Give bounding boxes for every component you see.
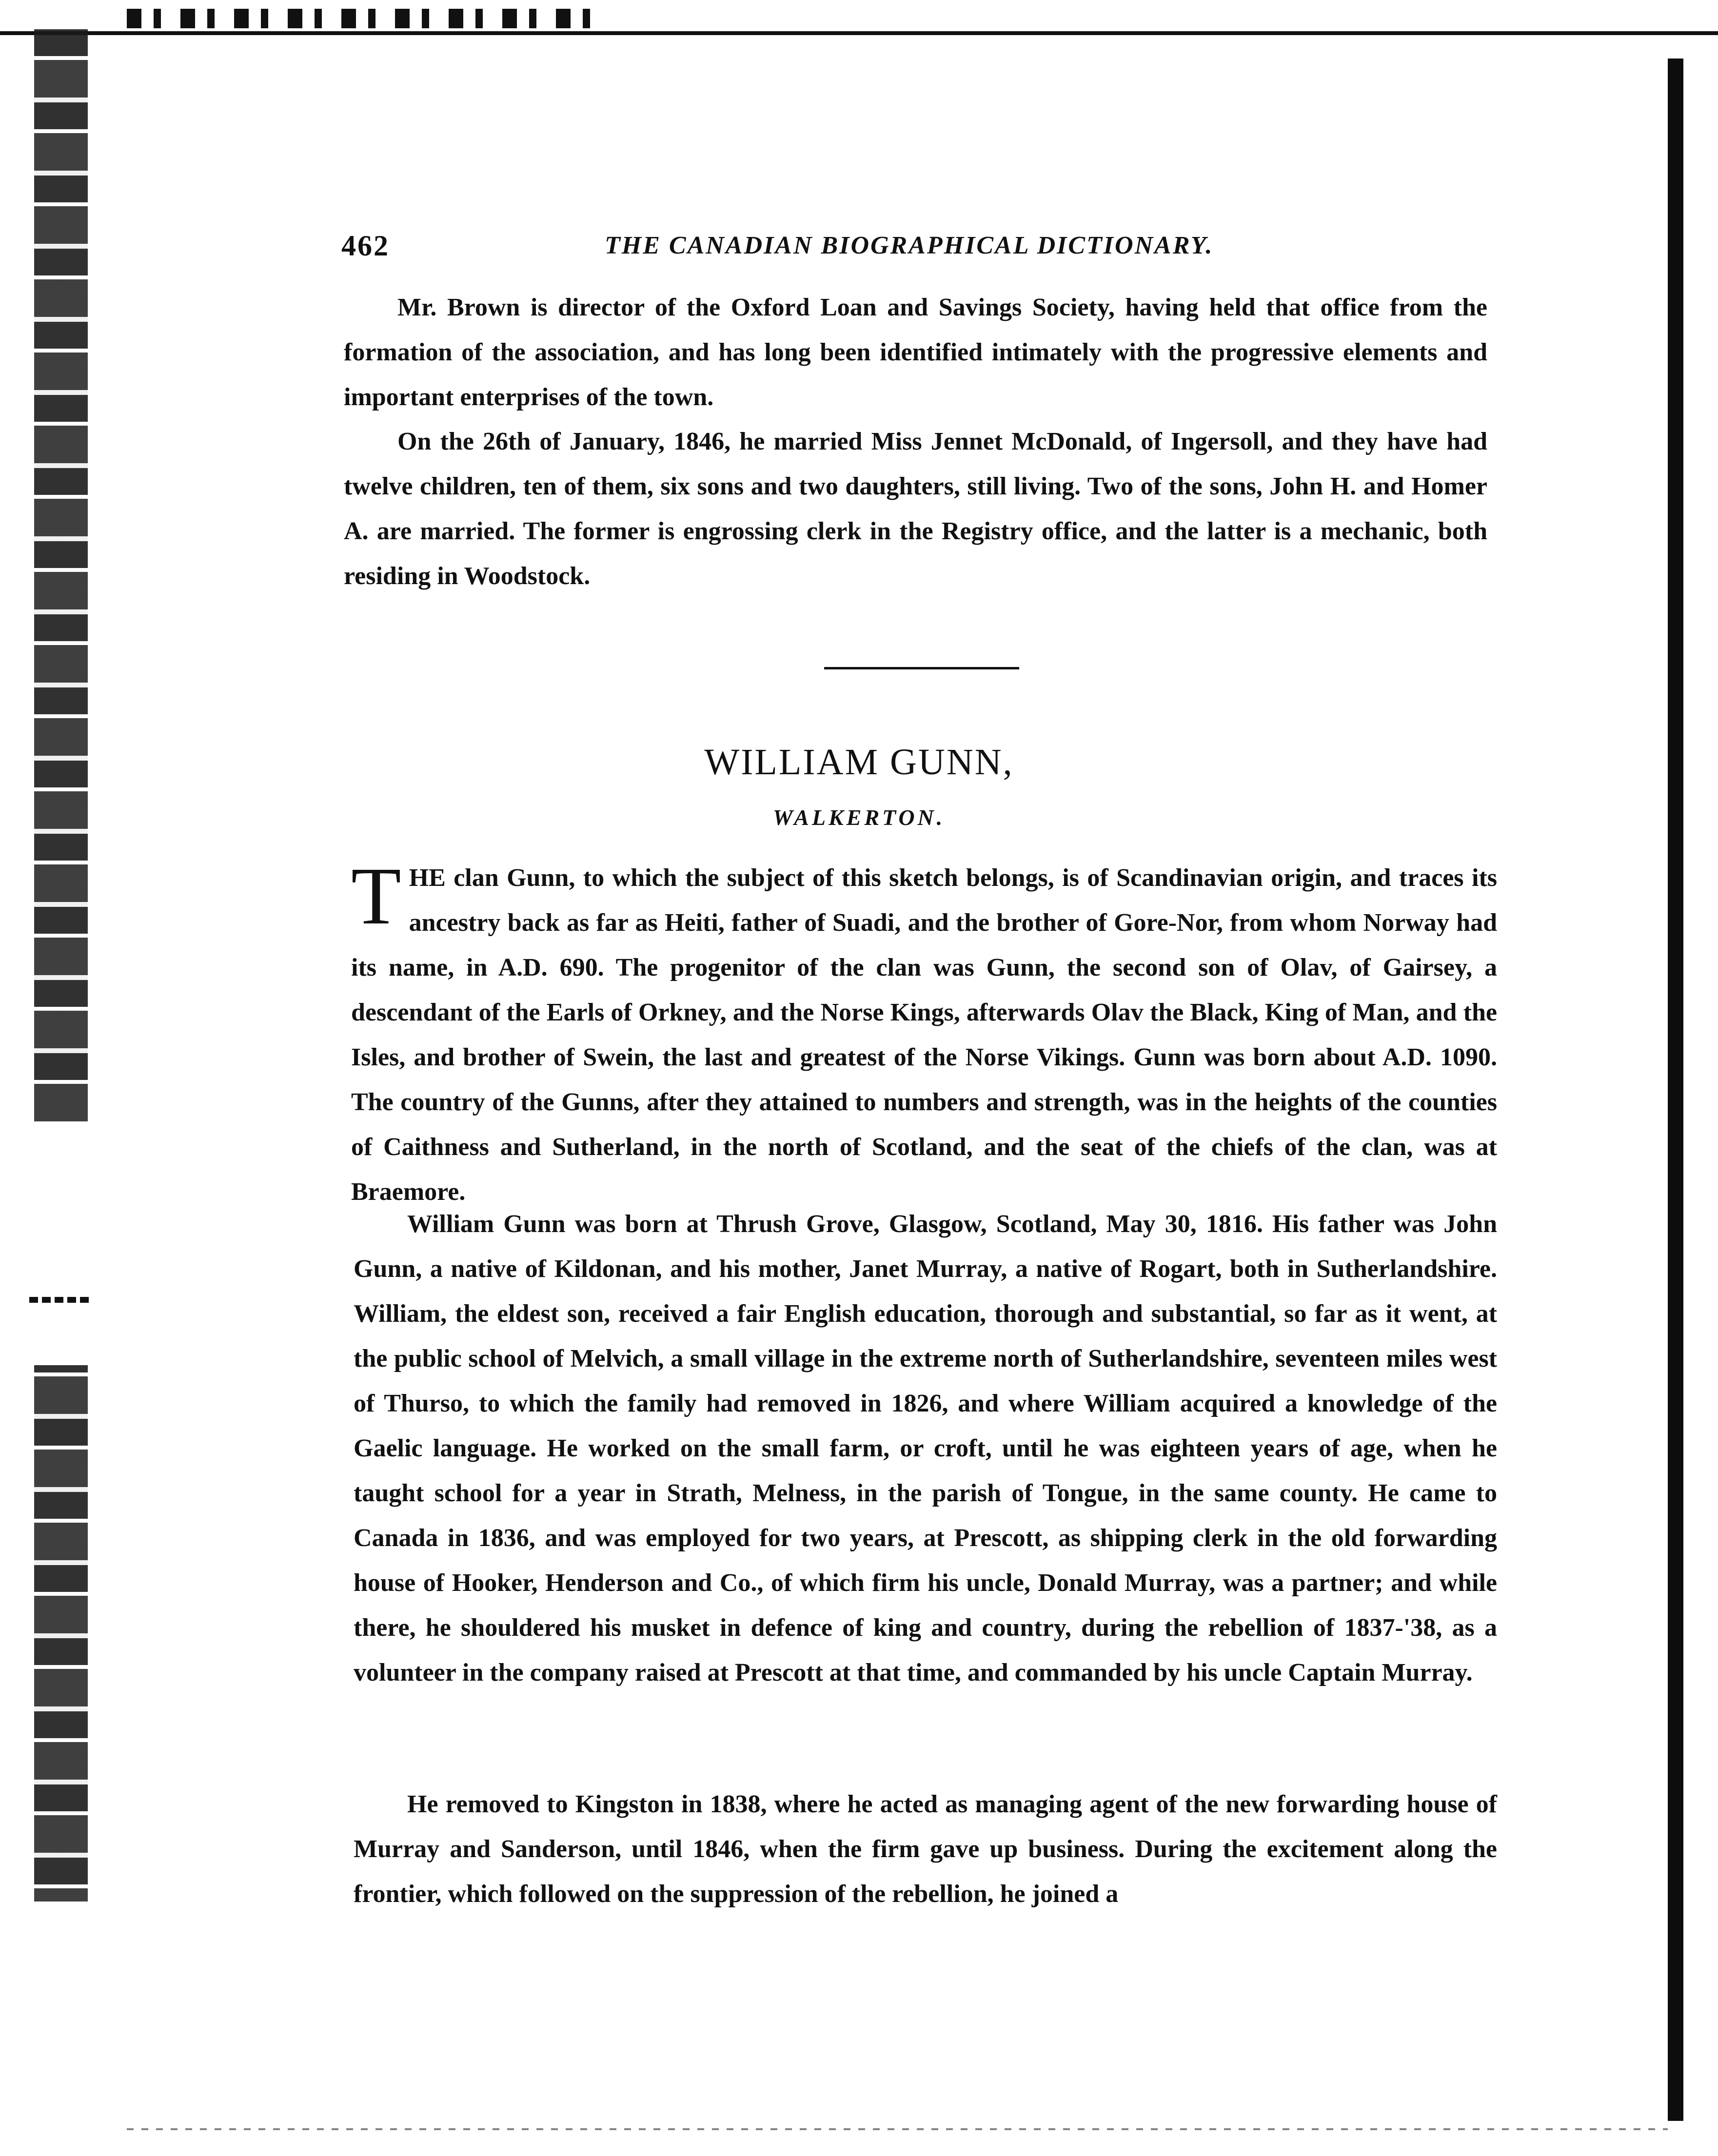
scan-right-edge-shadow — [1668, 59, 1683, 2121]
scan-top-border — [0, 31, 1718, 35]
scan-left-edge-dash — [29, 1297, 93, 1303]
article-paragraph-1 — [351, 851, 1497, 1215]
article-heading: WILLIAM GUNN, — [704, 742, 1014, 783]
intro-paragraph-1: Mr. Brown is director of the Oxford Loan and Savings Society, having held that office from the formation of the association, and has long been identified intimately with the progressive elements and important enterprises of the town. — [344, 294, 1487, 411]
scan-left-edge-shadow — [34, 29, 88, 2126]
running-title: THE CANADIAN BIOGRAPHICAL DICTIONARY. — [605, 232, 1214, 259]
scan-left-edge-gap — [29, 1121, 98, 1365]
article-paragraph-2: William Gunn was born at Thrush Grove, Glasgow, Scotland, May 30, 1816. His father was John Gunn, a native of Kildonan, and his mother, Janet Murray, a native of Rogart, both in Sutherlandshire. William, the eldest son, received a fair English education, thorough and substantial, so far as it went, at the public school of Melvich, a small village in the extreme north of Sutherlandshire, seventeen miles west of Thurso, to which the family had removed in 1826, and where William acquired a knowledge of the Gaelic language. He worked on the small farm, or croft, until he was eighteen years of age, when he taught school for a year in Strath, Melness, in the parish of Tongue, in the same county. He came to Canada in 1836, and was employed for two years, at Prescott, as shipping clerk in the old forwarding house of Hooker, Henderson and Co., of which firm his uncle, Donald Murray, was a partner; and while there, he shouldered his musket in defence of king and country, during the rebellion of 1837-'38, as a volunteer in the company raised at Prescott at that time, and commanded by his uncle Captain Murray. — [354, 1210, 1497, 1686]
section-divider-rule — [824, 667, 1019, 669]
drop-cap: T — [351, 851, 401, 941]
scan-left-edge-gap-lower — [29, 1901, 98, 2126]
article-paragraph-1-text: HE clan Gunn, to which the subject of this sketch belongs, is of Scandinavian origin, and traces its ancestry back as far as Heiti, father of Suadi, and the brother of Gore-Nor, from whom Norway had its name, in A.D. 690. The progenitor of the clan was Gunn, the second son of Olav, of Gairsey, a descendant of the Earls of Orkney, and the Norse Kings, afterwards Olav the Black, King of Man, and the Isles, and brother of Swein, the last and greatest of the Norse Vikings. Gunn was born about A.D. 1090. The country of the Gunns, after they attained to numbers and strength, was in the heights of the counties of Caithness and Sutherland, in the north of Scotland, and the seat of the chiefs of the clan, was at Braemore. — [351, 864, 1497, 1206]
scan-registration-marks — [127, 9, 605, 28]
intro-paragraph-2: On the 26th of January, 1846, he married Miss Jennet McDonald, of Ingersoll, and they have had twelve children, ten of them, six sons and two daughters, still living. Two of the sons, John H. and Homer A. are married. The former is engrossing clerk in the Registry office, and the latter is a mechanic, both residing in Woodstock. — [344, 428, 1487, 590]
scan-bottom-dots — [127, 2128, 1668, 2130]
article-paragraph-3: He removed to Kingston in 1838, where he acted as managing agent of the new forwarding house of Murray and Sanderson, until 1846, when the firm gave up business. During the excitement along the frontier, which followed on the suppression of the rebellion, he joined a — [354, 1790, 1497, 1908]
article-place: WALKERTON. — [772, 805, 946, 830]
page-number: 462 — [341, 230, 390, 262]
running-head — [341, 229, 1653, 273]
